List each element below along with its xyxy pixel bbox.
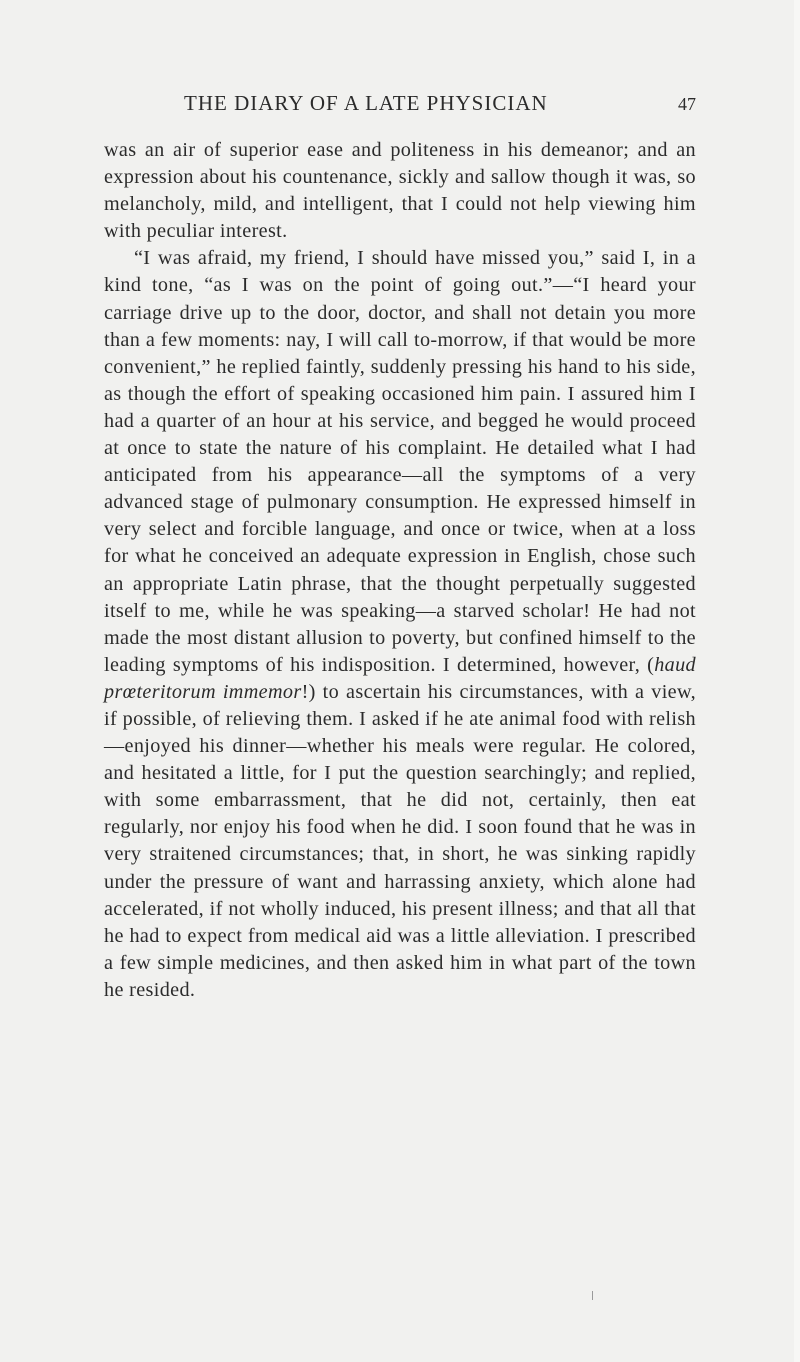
- paragraph-2: [104, 245, 696, 1004]
- paragraph-1: was an air of superior ease and politeness in his demeanor; and an expression about his countenance, sickly and sallow though it was, so melancholy, mild, and intelligent, that I could not help viewing him with peculiar interest.: [104, 139, 696, 243]
- body-text: [104, 137, 696, 1004]
- page-number: 47: [678, 94, 696, 114]
- page-edge: [794, 0, 800, 1362]
- paragraph-2-part-2: !) to ascertain his circumstances, with a view, if possible, of relieving them. I asked if he ate animal food with relish—enjoyed his dinner—whether his meals were regular. He colored, and hesitated a little, for I put the question searchingly; and replied, with some embarrassment, that he did not, certainly, then eat regularly, nor enjoy his food when he did. I soon found that he was in very straitened circumstances; that, in short, he was sinking rapidly under the pressure of want and harrassing anxiety, which alone had accelerated, if not wholly induced, his present illness; and that all that he had to expect from medical aid was a little alleviation. I prescribed a few simple medicines, and then asked him in what part of the town he resided.: [104, 680, 696, 1001]
- running-head: THE DIARY OF A LATE PHYSICIAN: [184, 91, 548, 115]
- page-mark: [592, 1291, 593, 1300]
- latin-phrase: haud prœteritorum immemor: [104, 653, 696, 703]
- page-header: [104, 90, 696, 120]
- paragraph-2-part-1: “I was afraid, my friend, I should have missed you,” said I, in a kind tone, “as I was on the point of going out.”—“I heard your carriage drive up to the door, doctor, and shall not detain you more than a few moments: nay, I will call to-morrow, if that would be more convenient,” he replied faintly, suddenly pressing his hand to his side, as though the effort of speaking occasioned him pain. I assured him I had a quarter of an hour at his service, and begged he would proceed at once to state the nature of his complaint. He detailed what I had anticipated from his appearance—all the symptoms of a very advanced stage of pulmonary consumption. He expressed himself in very select and forcible language, and once or twice, when at a loss for what he conceived an adequate expression in English, chose such an appropriate Latin phrase, that the thought perpetually suggested itself to me, while he was speaking—a starved scholar! He had not made the most distant allusion to poverty, but confined himself to the leading symptoms of his indisposition. I determined, however, (: [104, 247, 696, 676]
